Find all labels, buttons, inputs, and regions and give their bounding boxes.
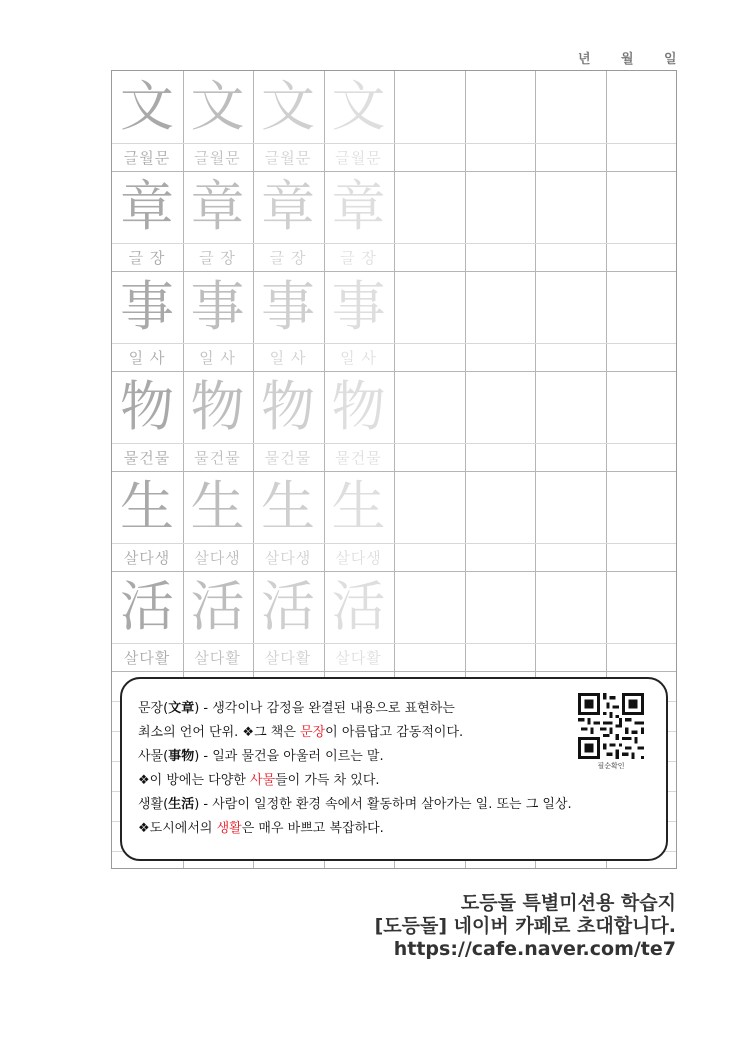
definition-samul: 사물(事物) - 일과 물건을 아울러 이르는 말. — [138, 749, 384, 764]
trace-hanja: 生 — [190, 475, 245, 538]
trace-hanja: 生 — [120, 475, 174, 538]
trace-reading: 일 사 — [128, 348, 166, 367]
trace-reading: 살다생 — [123, 548, 171, 567]
trace-reading: 일 사 — [269, 348, 307, 367]
trace-hanja: 文 — [190, 75, 245, 138]
trace-hanja: 章 — [331, 175, 386, 238]
trace-hanja: 文 — [261, 75, 315, 138]
trace-reading: 살다활 — [194, 648, 241, 667]
qr-code-icon[interactable] — [578, 693, 644, 759]
trace-hanja: 生 — [331, 475, 386, 538]
definition-munjang: 문장(文章) - 생각이나 감정을 완결된 내용으로 표현하는 — [138, 701, 455, 716]
trace-reading: 물건물 — [123, 448, 171, 467]
example-saenghwal: ❖도시에서의 생활은 매우 바쁘고 복잡하다. — [138, 821, 384, 836]
trace-hanja: 章 — [190, 175, 245, 238]
trace-hanja: 文 — [331, 75, 386, 138]
day-label: 일 — [664, 52, 677, 67]
trace-reading: 글월문 — [264, 148, 312, 167]
example-munjang: 최소의 언어 단위. ❖그 책은 문장이 아름답고 감동적이다. — [138, 725, 464, 740]
trace-hanja: 物 — [120, 375, 174, 438]
trace-hanja: 活 — [261, 575, 315, 638]
trace-reading: 살다생 — [335, 548, 382, 567]
trace-reading: 살다생 — [264, 548, 312, 567]
year-label: 년 — [578, 52, 591, 67]
trace-reading: 글 장 — [128, 248, 166, 267]
trace-reading: 글 장 — [340, 248, 377, 267]
trace-hanja: 文 — [120, 75, 174, 138]
example-samul: ❖이 방에는 다양한 사물들이 가득 차 있다. — [138, 773, 380, 788]
trace-reading: 살다활 — [335, 648, 382, 667]
trace-hanja: 章 — [261, 175, 315, 238]
trace-reading: 물건물 — [194, 448, 241, 467]
vocabulary-info-box — [120, 677, 668, 861]
footer-url[interactable]: https://cafe.naver.com/te7 — [393, 938, 676, 960]
trace-hanja: 事 — [331, 275, 386, 338]
trace-hanja: 活 — [190, 575, 245, 638]
trace-hanja: 事 — [190, 275, 245, 338]
trace-hanja: 物 — [331, 375, 386, 438]
month-label: 월 — [621, 52, 634, 67]
trace-reading: 물건물 — [335, 448, 382, 467]
trace-hanja: 事 — [120, 275, 174, 338]
footer-title: 도등돌 특별미션용 학습지 — [460, 892, 676, 914]
footer-promo — [375, 892, 676, 961]
trace-hanja: 物 — [190, 375, 245, 438]
qr-caption: 필순확인 — [597, 762, 625, 770]
trace-reading: 일 사 — [340, 348, 377, 367]
trace-hanja: 活 — [331, 575, 386, 638]
trace-reading: 글월문 — [335, 148, 382, 167]
trace-hanja: 物 — [261, 375, 315, 438]
trace-hanja: 生 — [261, 475, 315, 538]
trace-reading: 글 장 — [199, 248, 236, 267]
trace-hanja: 活 — [120, 575, 174, 638]
trace-reading: 글 장 — [269, 248, 307, 267]
footer-invite: [도등돌] 네이버 카페로 초대합니다. — [374, 915, 676, 937]
trace-reading: 물건물 — [264, 448, 312, 467]
trace-reading: 살다활 — [264, 648, 312, 667]
trace-reading: 살다생 — [194, 548, 241, 567]
trace-reading: 글월문 — [194, 148, 241, 167]
row-divider — [112, 671, 676, 672]
date-header — [560, 48, 680, 68]
trace-hanja: 章 — [120, 175, 174, 238]
trace-reading: 글월문 — [123, 148, 171, 167]
trace-hanja: 事 — [261, 275, 315, 338]
definition-saenghwal: 생활(生活) - 사람이 일정한 환경 속에서 활동하며 살아가는 일. 또는 그 일상. — [138, 797, 572, 812]
trace-reading: 일 사 — [199, 348, 236, 367]
trace-reading: 살다활 — [123, 648, 171, 667]
